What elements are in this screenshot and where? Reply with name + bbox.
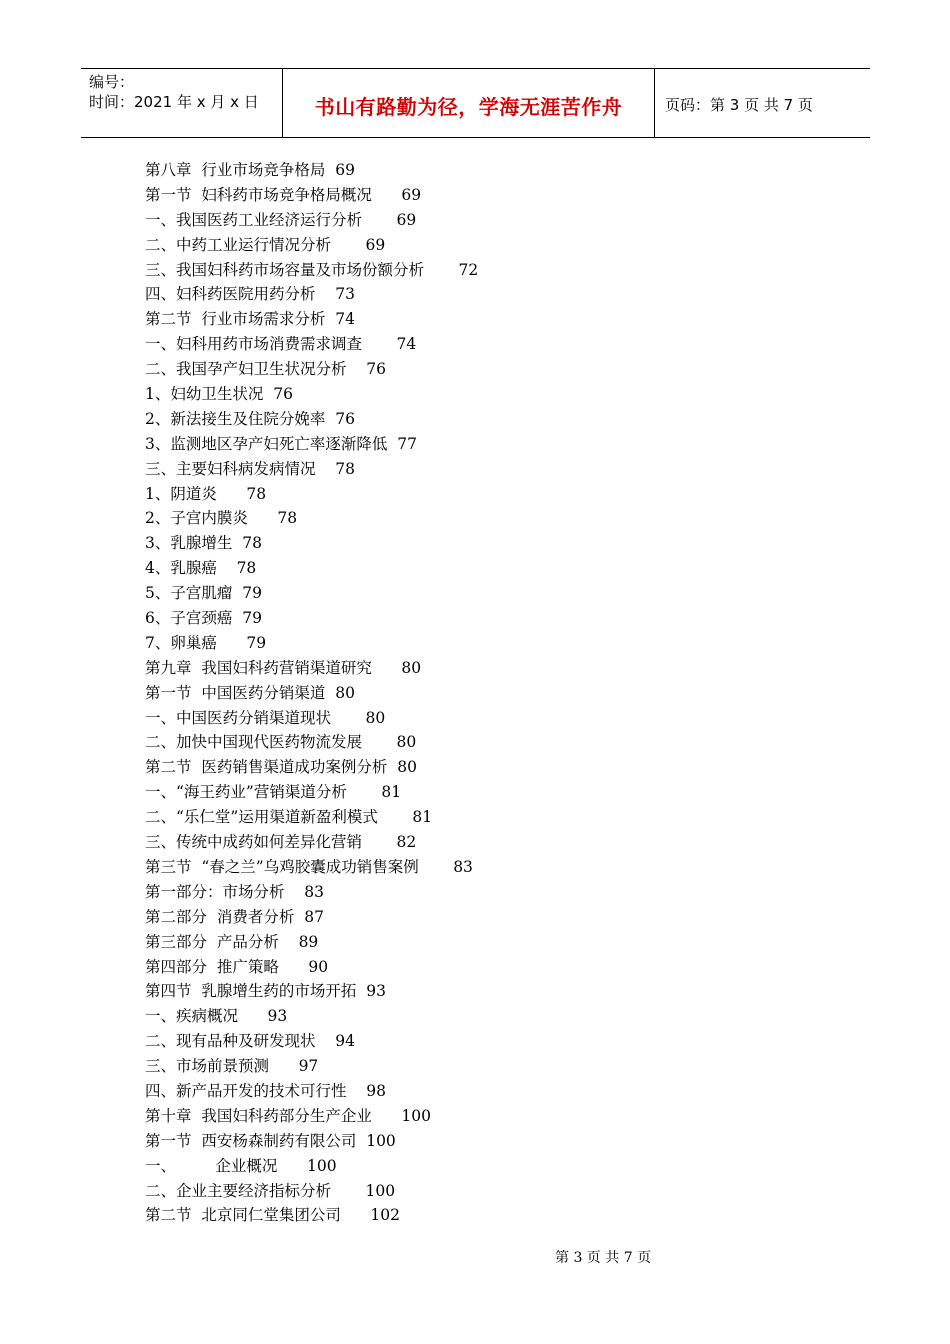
toc-entry: 第一节 西安杨森制药有限公司 100 <box>145 1131 396 1150</box>
toc-entry: 三、我国妇科药市场容量及市场份额分析 72 <box>145 260 479 279</box>
toc-entry: 第一节 中国医药分销渠道 80 <box>145 683 355 702</box>
toc-entry: 第四节 乳腺增生药的市场开拓 93 <box>145 982 386 1001</box>
toc-entry: 三、主要妇科病发病情况 78 <box>145 459 355 478</box>
toc-entry: 第三部分 产品分析 89 <box>145 932 319 951</box>
toc-entry: 二、“乐仁堂”运用渠道新盈利模式 81 <box>145 808 433 827</box>
toc-entry: 第九章 我国妇科药营销渠道研究 80 <box>145 658 422 677</box>
header-motto-cell <box>283 69 655 137</box>
toc-entry: 第四部分 推广策略 90 <box>145 957 329 976</box>
toc-entry: 7、卵巢癌 79 <box>145 633 267 652</box>
toc-entry: 一、“海王药业”营销渠道分析 81 <box>145 783 402 802</box>
toc-entry: 二、企业主要经济指标分析 100 <box>145 1181 396 1200</box>
toc-entry: 3、监测地区孕产妇死亡率逐渐降低 77 <box>145 434 417 453</box>
toc-entry: 一、妇科用药市场消费需求调查 74 <box>145 335 417 354</box>
toc-entry: 3、乳腺增生 78 <box>145 534 262 553</box>
toc-entry: 2、子宫内膜炎 78 <box>145 509 298 528</box>
toc-entry: 2、新法接生及住院分娩率 76 <box>145 409 355 428</box>
toc-entry: 二、加快中国现代医药物流发展 80 <box>145 733 417 752</box>
header-motto: 书山有路勤为径，学海无涯苦作舟 <box>314 95 623 119</box>
toc-entry: 5、子宫肌瘤 79 <box>145 584 262 603</box>
toc-entry: 第三节 “春之兰”乌鸡胶囊成功销售案例 83 <box>145 857 473 876</box>
toc-entry: 第二节 医药销售渠道成功案例分析 80 <box>145 758 417 777</box>
toc-entry: 第一节 妇科药市场竞争格局概况 69 <box>145 185 422 204</box>
header-info-cell <box>81 69 283 137</box>
document-date-label: 时间：2021 年 x 月 x 日 <box>89 93 259 111</box>
document-number-label: 编号： <box>89 73 135 91</box>
toc-entry: 三、传统中成药如何差异化营销 82 <box>145 833 417 852</box>
toc-entry: 6、子宫颈癌 79 <box>145 609 262 628</box>
toc-entry: 四、新产品开发的技术可行性 98 <box>145 1081 386 1100</box>
toc-entry: 一、疾病概况 93 <box>145 1007 288 1026</box>
toc-entry: 二、我国孕产妇卫生状况分析 76 <box>145 360 386 379</box>
page-header <box>81 68 870 138</box>
toc-entry: 一、 企业概况 100 <box>145 1156 337 1175</box>
page-footer: 第 3 页 共 7 页 <box>555 1250 652 1266</box>
toc-entry: 第十章 我国妇科药部分生产企业 100 <box>145 1106 432 1125</box>
toc-entry: 第二节 北京同仁堂集团公司 102 <box>145 1206 401 1225</box>
toc-entry: 第二部分 消费者分析 87 <box>145 907 324 926</box>
toc-entry: 三、市场前景预测 97 <box>145 1057 319 1076</box>
toc-entry: 第八章 行业市场竞争格局 69 <box>145 161 355 179</box>
toc-entry: 4、乳腺癌 78 <box>145 559 257 578</box>
toc-entry: 四、妇科药医院用药分析 73 <box>145 285 355 304</box>
header-page-number: 页码：第 3 页 共 7 页 <box>665 96 813 114</box>
toc-entry: 第一部分：市场分析 83 <box>145 882 324 901</box>
toc-entry: 二、中药工业运行情况分析 69 <box>145 235 386 254</box>
toc-entry: 一、中国医药分销渠道现状 80 <box>145 708 386 727</box>
toc-entry: 第二节 行业市场需求分析 74 <box>145 310 355 329</box>
header-page-cell <box>655 69 870 137</box>
toc-entry: 二、现有品种及研发现状 94 <box>145 1032 355 1051</box>
toc-entry: 一、我国医药工业经济运行分析 69 <box>145 210 417 229</box>
toc-entry: 1、妇幼卫生状况 76 <box>145 385 293 404</box>
toc-entry: 1、阴道炎 78 <box>145 484 267 503</box>
table-of-contents <box>145 158 665 1228</box>
